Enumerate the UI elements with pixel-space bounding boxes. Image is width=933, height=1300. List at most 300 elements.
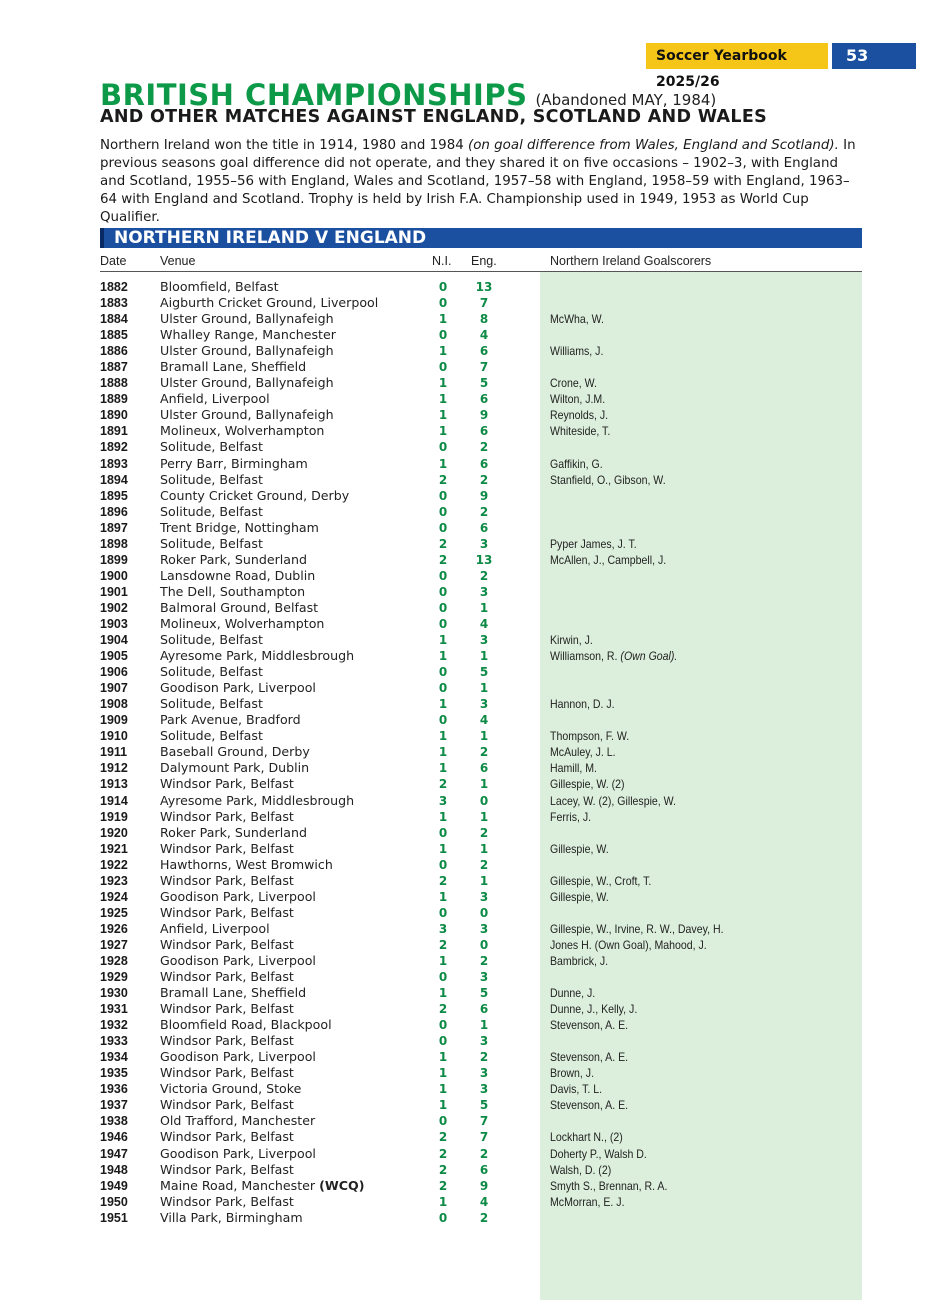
match-year: 1889 [100,392,128,407]
section-heading-label: NORTHERN IRELAND V ENGLAND [114,228,427,248]
goalscorers-text: Williams, J. [550,344,604,359]
score-ni: 0 [438,600,448,615]
match-venue-text: Perry Barr, Birmingham [160,455,308,471]
match-year: 1949 [100,1178,128,1193]
match-venue-text: Solitude, Belfast [160,535,263,551]
score-ni: 1 [438,376,448,391]
table-row [0,937,933,953]
match-venue [160,1113,315,1129]
match-venue [160,488,349,504]
match-year: 1904 [100,633,128,648]
score-ni: 0 [438,681,448,696]
goalscorers [550,423,610,439]
score-eng: 5 [479,665,489,680]
table-row [0,793,933,809]
match-venue [160,712,301,728]
match-year: 1934 [100,1050,128,1065]
score-eng: 3 [479,921,489,936]
match-venue-text: Roker Park, Sunderland [160,551,307,567]
score-eng: 3 [479,889,489,904]
match-year: 1884 [100,312,128,327]
goalscorers [550,375,597,391]
score-ni: 1 [438,1194,448,1209]
goalscorers-text: Dunne, J. [550,986,596,1001]
score-eng: 1 [479,841,489,856]
table-row [0,584,933,600]
goalscorers [550,472,666,488]
goalscorers-text: Whiteside, T. [550,424,611,439]
match-venue [160,391,270,407]
table-row [0,1097,933,1113]
goalscorers-text: Thompson, F. W. [550,729,630,744]
score-eng: 2 [479,568,489,583]
score-eng: 6 [479,1162,489,1177]
score-ni: 0 [438,568,448,583]
match-venue [160,616,324,632]
match-venue-text: Ayresome Park, Middlesbrough [160,648,355,664]
score-ni: 1 [438,1082,448,1097]
match-year: 1950 [100,1194,128,1209]
match-year: 1910 [100,729,128,744]
goalscorers-text: McAuley, J. L. [550,745,616,760]
match-venue [160,343,334,359]
table-row [0,343,933,359]
score-eng: 6 [479,424,489,439]
score-ni: 1 [438,408,448,423]
score-eng: 1 [479,681,489,696]
score-ni: 0 [438,1018,448,1033]
goalscorers-text: Williamson, R. [550,649,618,664]
column-header-date: Date [100,254,127,268]
goalscorers [550,776,625,792]
match-year: 1920 [100,825,128,840]
match-year: 1931 [100,1002,128,1017]
goalscorers [550,953,608,969]
score-eng: 3 [479,970,489,985]
match-venue [160,456,308,472]
match-venue [160,359,306,375]
intro-text-italic: (on goal difference from Wales, England and Scotland). [468,138,839,153]
score-ni: 1 [438,424,448,439]
match-venue [160,873,294,889]
score-eng: 9 [479,1178,489,1193]
goalscorers [550,841,609,857]
score-eng: 6 [479,392,489,407]
score-ni: 0 [438,825,448,840]
score-eng: 6 [479,344,489,359]
table-row [0,439,933,455]
score-ni: 0 [438,440,448,455]
score-eng: 5 [479,376,489,391]
goalscorers [550,985,595,1001]
match-venue [160,520,319,536]
table-row [0,809,933,825]
table-row [0,1129,933,1145]
match-year: 1893 [100,456,128,471]
goalscorers-text: Lacey, W. (2), Gillespie, W. [550,793,676,808]
score-ni: 1 [438,889,448,904]
score-ni: 0 [438,665,448,680]
match-year: 1948 [100,1162,128,1177]
score-ni: 1 [438,392,448,407]
match-venue-text: Baseball Ground, Derby [160,744,310,760]
goalscorers-text: Gillespie, W. (2) [550,777,625,792]
match-venue [160,1065,294,1081]
match-venue-text: Windsor Park, Belfast [160,904,294,920]
score-ni: 0 [438,905,448,920]
match-year: 1929 [100,970,128,985]
table-row [0,311,933,327]
match-year: 1899 [100,552,128,567]
score-eng: 3 [479,633,489,648]
match-venue [160,600,318,616]
match-venue-text: The Dell, Southampton [160,583,306,599]
match-venue-text: Windsor Park, Belfast [160,1193,294,1209]
score-ni: 0 [438,328,448,343]
goalscorers-text: Stevenson, A. E. [550,1018,629,1033]
score-eng: 9 [479,488,489,503]
goalscorers [550,1194,625,1210]
match-venue [160,985,306,1001]
match-year: 1903 [100,616,128,631]
match-venue-text: Windsor Park, Belfast [160,1161,294,1177]
match-year: 1892 [100,440,128,455]
table-row [0,712,933,728]
goalscorers-text: Davis, T. L. [550,1082,603,1097]
match-venue [160,857,333,873]
table-row [0,568,933,584]
score-ni: 0 [438,1034,448,1049]
match-venue [160,407,334,423]
score-ni: 0 [438,616,448,631]
match-venue [160,1017,332,1033]
match-year: 1938 [100,1114,128,1129]
match-venue-text: Goodison Park, Liverpool [160,888,316,904]
match-venue [160,375,334,391]
match-year: 1885 [100,328,128,343]
column-header-eng: Eng. [471,254,497,268]
intro-text-2: In previous seasons goal difference did not operate, and they shared it on five occasions – 1902–3, with England and Scotland, 1955–56 with England, Wales and Scotland, 1957–58 with England, 1958–59 with England, 1963–64 with England and Scotland. Trophy is held by Irish F.A. Championship used in 1949, 1953 as World Cup Qualifier. [100,138,856,225]
match-venue [160,664,263,680]
goalscorers [550,552,666,568]
match-year: 1932 [100,1018,128,1033]
match-year: 1895 [100,488,128,503]
match-venue [160,472,263,488]
score-eng: 2 [479,953,489,968]
score-ni: 0 [438,970,448,985]
score-eng: 2 [479,745,489,760]
table-row [0,969,933,985]
score-ni: 0 [438,584,448,599]
match-venue [160,423,324,439]
match-venue [160,969,294,985]
table-row [0,776,933,792]
score-ni: 1 [438,761,448,776]
goalscorers-text: McAllen, J., Campbell, J. [550,552,667,567]
goalscorers [550,696,615,712]
score-eng: 9 [479,408,489,423]
goalscorers-text: Walsh, D. (2) [550,1162,612,1177]
match-venue [160,1129,294,1145]
intro-paragraph [100,137,866,227]
score-ni: 1 [438,633,448,648]
match-venue-tag: (WCQ) [319,1177,365,1193]
score-eng: 2 [479,1050,489,1065]
match-venue-text: Windsor Park, Belfast [160,936,294,952]
match-year: 1921 [100,841,128,856]
match-venue [160,696,263,712]
match-year: 1913 [100,777,128,792]
match-venue-text: Windsor Park, Belfast [160,1097,294,1113]
match-year: 1887 [100,360,128,375]
page-title-note: (Abandoned MAY, 1984) [535,91,717,109]
goalscorers [550,728,629,744]
table-row [0,1001,933,1017]
score-ni: 1 [438,312,448,327]
match-year: 1930 [100,986,128,1001]
table-row [0,279,933,295]
match-venue-text: Lansdowne Road, Dublin [160,567,316,583]
match-year: 1906 [100,665,128,680]
match-venue-text: Park Avenue, Bradford [160,712,301,728]
match-venue [160,1162,294,1178]
score-eng: 5 [479,986,489,1001]
match-venue-text: Hawthorns, West Bromwich [160,856,333,872]
match-venue [160,648,354,664]
match-venue [160,841,294,857]
match-venue-text: Whalley Range, Manchester [160,327,336,343]
score-ni: 0 [438,1114,448,1129]
match-venue-text: Windsor Park, Belfast [160,969,294,985]
match-venue-text: Ayresome Park, Middlesbrough [160,792,355,808]
table-row [0,1194,933,1210]
table-row [0,504,933,520]
match-venue-text: Ulster Ground, Ballynafeigh [160,375,334,391]
score-ni: 0 [438,504,448,519]
match-venue [160,279,279,295]
goalscorers [550,1097,628,1113]
match-year: 1888 [100,376,128,391]
match-year: 1908 [100,697,128,712]
match-year: 1905 [100,649,128,664]
match-venue [160,889,316,905]
score-ni: 0 [438,520,448,535]
score-eng: 1 [479,600,489,615]
goalscorers [550,1065,594,1081]
score-eng: 3 [479,697,489,712]
match-venue [160,921,270,937]
match-venue-text: Windsor Park, Belfast [160,1033,294,1049]
goalscorers-text: Smyth S., Brennan, R. A. [550,1178,668,1193]
goalscorers-text: Wilton, J.M. [550,392,606,407]
match-venue-text: Villa Park, Birmingham [160,1209,303,1225]
score-ni: 1 [438,841,448,856]
match-year: 1907 [100,681,128,696]
match-venue-text: Windsor Park, Belfast [160,1001,294,1017]
match-venue [160,1033,294,1049]
match-venue-text: Molineux, Wolverhampton [160,423,325,439]
table-row [0,1113,933,1129]
intro-text-1: Northern Ireland won the title in 1914, 1980 and 1984 [100,138,469,153]
running-head [646,43,916,90]
table-row [0,664,933,680]
match-venue [160,953,316,969]
table-row [0,600,933,616]
score-eng: 1 [479,649,489,664]
score-eng: 7 [479,360,489,375]
match-venue [160,1049,316,1065]
score-eng: 8 [479,312,489,327]
match-venue-text: Roker Park, Sunderland [160,824,307,840]
match-venue [160,744,310,760]
table-row [0,889,933,905]
goalscorers [550,343,603,359]
score-ni: 2 [438,536,448,551]
match-venue [160,809,294,825]
match-year: 1897 [100,520,128,535]
table-row [0,953,933,969]
goalscorers [550,1017,628,1033]
table-row [0,423,933,439]
table-row [0,1049,933,1065]
match-venue-text: County Cricket Ground, Derby [160,487,350,503]
score-ni: 1 [438,809,448,824]
goalscorers-text: Ferris, J. [550,809,592,824]
score-eng: 13 [475,552,493,567]
match-year: 1923 [100,873,128,888]
score-ni: 1 [438,745,448,760]
goalscorers-text: Pyper James, J. T. [550,536,637,551]
match-venue [160,439,263,455]
match-year: 1900 [100,568,128,583]
goalscorers [550,1146,647,1162]
score-eng: 6 [479,1002,489,1017]
goalscorers-text: Gillespie, W., Irvine, R. W., Davey, H. [550,921,724,936]
goalscorers-note: (Own Goal). [620,649,678,664]
section-heading [100,228,862,248]
score-ni: 0 [438,713,448,728]
goalscorers-text: Brown, J. [550,1066,595,1081]
score-ni: 2 [438,1130,448,1145]
score-eng: 7 [479,1130,489,1145]
match-year: 1886 [100,344,128,359]
match-year: 1919 [100,809,128,824]
column-header-venue: Venue [160,254,196,268]
goalscorers [550,407,608,423]
score-eng: 5 [479,1098,489,1113]
score-eng: 1 [479,729,489,744]
table-row [0,905,933,921]
table-row [0,1162,933,1178]
table-row [0,407,933,423]
match-year: 1891 [100,424,128,439]
table-row [0,1178,933,1194]
score-ni: 1 [438,986,448,1001]
goalscorers [550,632,593,648]
match-year: 1928 [100,953,128,968]
match-venue-text: Anfield, Liverpool [160,391,270,407]
score-ni: 0 [438,1210,448,1225]
match-venue-text: Windsor Park, Belfast [160,1129,294,1145]
goalscorers-text: Crone, W. [550,376,597,391]
goalscorers [550,311,604,327]
match-venue [160,504,263,520]
score-eng: 2 [479,857,489,872]
match-venue [160,1194,294,1210]
table-row [0,391,933,407]
match-venue [160,793,354,809]
match-venue-text: Solitude, Belfast [160,728,263,744]
match-venue-text: Goodison Park, Liverpool [160,1049,316,1065]
score-ni: 2 [438,873,448,888]
match-venue-text: Bloomfield Road, Blackpool [160,1017,332,1033]
table-row [0,472,933,488]
match-year: 1894 [100,472,128,487]
goalscorers [550,648,677,664]
match-venue-text: Ulster Ground, Ballynafeigh [160,407,334,423]
score-eng: 7 [479,1114,489,1129]
match-venue [160,1001,294,1017]
match-venue-text: Bramall Lane, Sheffield [160,985,307,1001]
score-ni: 1 [438,953,448,968]
score-eng: 2 [479,1210,489,1225]
match-venue-text: Victoria Ground, Stoke [160,1081,302,1097]
goalscorers-text: Jones H. (Own Goal), Mahood, J. [550,937,707,952]
match-year: 1936 [100,1082,128,1097]
goalscorers-text: McWha, W. [550,312,604,327]
table-row [0,520,933,536]
match-venue-text: Old Trafford, Manchester [160,1113,316,1129]
score-ni: 1 [438,344,448,359]
score-ni: 3 [438,793,448,808]
match-venue [160,584,305,600]
match-venue-text: Windsor Park, Belfast [160,776,294,792]
score-ni: 0 [438,857,448,872]
match-year: 1883 [100,296,128,311]
match-venue [160,1097,294,1113]
score-eng: 6 [479,520,489,535]
match-year: 1933 [100,1034,128,1049]
table-row [0,728,933,744]
goalscorers-text: Bambrick, J. [550,953,609,968]
score-ni: 1 [438,729,448,744]
score-ni: 2 [438,1178,448,1193]
score-eng: 1 [479,777,489,792]
table-row [0,841,933,857]
score-eng: 2 [479,825,489,840]
score-eng: 4 [479,328,489,343]
match-year: 1927 [100,937,128,952]
match-venue-text: Windsor Park, Belfast [160,840,294,856]
page-number: 53 [832,43,916,69]
match-venue [160,1081,301,1097]
match-year: 1882 [100,280,128,294]
match-venue-text: Balmoral Ground, Belfast [160,599,319,615]
match-year: 1922 [100,857,128,872]
score-ni: 0 [438,360,448,375]
match-venue-text: Solitude, Belfast [160,696,263,712]
score-eng: 2 [479,1146,489,1161]
goalscorers-text: Hannon, D. J. [550,697,615,712]
goalscorers [550,1162,611,1178]
goalscorers-text: Gillespie, W. [550,889,609,904]
goalscorers-text: Stanfield, O., Gibson, W. [550,472,666,487]
table-row [0,696,933,712]
score-ni: 1 [438,1066,448,1081]
table-row [0,680,933,696]
match-venue [160,728,263,744]
score-eng: 4 [479,1194,489,1209]
